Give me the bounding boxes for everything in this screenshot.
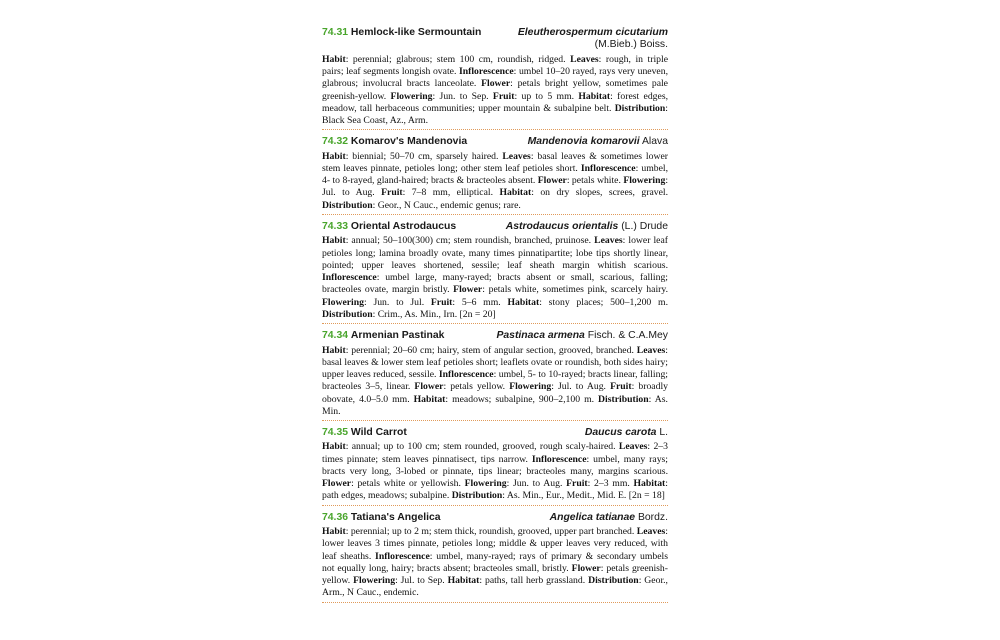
- field-text: : 2–3 mm.: [587, 478, 634, 490]
- field-label: Inflorescence: [531, 453, 587, 465]
- field-text: : rough, in triple pairs; leaf segments longish ovate.: [322, 53, 668, 78]
- field-text: : Crim., As. Min., Irn. [2n = 20]: [372, 308, 496, 320]
- field-label: Habit: [322, 441, 346, 453]
- field-text: : annual; 50–100(300) cm; stem roundish, branched, pruinose.: [345, 235, 595, 247]
- field-label: Fruit: [610, 381, 632, 393]
- field-text: : Black Sea Coast, Az., Arm.: [322, 102, 668, 127]
- authority: Bordz.: [637, 511, 668, 523]
- field-text: : 2–3 times pinnate; stem leaves pinnatisect, tips narrow.: [322, 441, 668, 465]
- field-label: Distribution: [322, 199, 373, 211]
- entry-divider: [322, 420, 668, 421]
- field-label: Habit: [322, 526, 346, 538]
- entry-divider: [322, 602, 668, 603]
- field-text: : petals yellow.: [443, 381, 510, 393]
- entry-header: [322, 427, 668, 439]
- field-text: : petals bright yellow, sometimes pale greenish-yellow.: [322, 78, 668, 102]
- entry-number: 74.32: [322, 136, 349, 148]
- field-label: Leaves: [636, 344, 666, 356]
- field-label: Habitat: [507, 296, 540, 308]
- field-text: : Jul. to Sep.: [395, 575, 448, 587]
- entry-description: [322, 151, 668, 212]
- field-label: Flower: [453, 284, 483, 296]
- species-page: [322, 27, 668, 609]
- entry-divider: [322, 129, 668, 130]
- field-label: Flowering: [464, 478, 507, 490]
- field-text: : perennial; up to 2 m; stem thick, roundish, grooved, upper part branched.: [345, 526, 637, 538]
- entry-header: [322, 221, 668, 233]
- field-text: : Jun. to Aug.: [506, 478, 567, 490]
- field-text: : meadows; subalpine, 900–2,100 m.: [445, 393, 599, 405]
- field-text: : petals white, sometimes pink, scarcely hairy.: [482, 284, 668, 296]
- field-text: : As. Min.: [322, 393, 668, 417]
- entry-description: [322, 54, 668, 128]
- field-label: Habitat: [578, 90, 611, 102]
- field-label: Flower: [322, 478, 352, 490]
- field-label: Fruit: [381, 187, 403, 199]
- field-text: : lower leaf petioles long; lamina broadly ovate, many times pinnatipartite; lobe tips shortly linear, pointed; upper leaves shortened, sessile; leaf sheath margin whitish scarious.: [322, 235, 669, 271]
- field-label: Flower: [537, 175, 567, 187]
- field-text: : Jun. to Sep.: [432, 90, 493, 102]
- field-text: : As. Min., Eur., Medit., Mid. E. [2n = 18]: [502, 490, 665, 502]
- entry-divider: [322, 505, 668, 506]
- field-label: Habitat: [447, 575, 480, 587]
- entry-header: [322, 27, 668, 52]
- field-text: : stony places; 500–1,200 m.: [539, 296, 668, 308]
- species-entry: [322, 330, 668, 421]
- entry-title: [322, 221, 456, 233]
- authority: Alava: [642, 136, 668, 148]
- field-text: : path edges, meadows; subalpine.: [322, 478, 668, 502]
- species-entry: [322, 512, 668, 603]
- field-label: Fruit: [566, 478, 588, 490]
- field-text: : annual; up to 100 cm; stem rounded, grooved, rough scaly-haired.: [345, 441, 619, 453]
- field-text: : Geor., Arm., N Cauc., endemic.: [322, 575, 668, 599]
- scientific-name-block: [481, 27, 668, 52]
- species-entry: [322, 136, 668, 215]
- entry-title: [322, 427, 407, 439]
- common-name: Hemlock-like Sermountain: [350, 27, 482, 38]
- field-text: : broadly obovate, 4.0–5.0 mm.: [322, 381, 668, 405]
- field-text: : umbel, many-rayed; rays of primary & secondary umbels not equally long, hairy; bracts absent; bracteoles small, bristly.: [322, 550, 668, 574]
- field-label: Leaves: [502, 150, 531, 162]
- field-text: : umbel, 5- to 10-rayed; bracts linear, falling; bracteoles 3–5, linear.: [322, 369, 668, 393]
- field-label: Flower: [481, 78, 511, 90]
- field-text: : Geor., N Cauc., endemic genus; rare.: [372, 199, 521, 211]
- entry-title: [322, 330, 444, 342]
- field-label: Inflorescence: [458, 66, 514, 78]
- field-text: : basal leaves & lower stem leaf petioles short; leaflets ovate or roundish, both sides hairy; upper leaves reduced, sessile.: [322, 344, 668, 381]
- scientific-name-block: [496, 330, 668, 342]
- field-text: : on dry slopes, screes, gravel.: [531, 187, 669, 199]
- field-label: Habitat: [413, 393, 446, 405]
- field-label: Distribution: [588, 575, 639, 587]
- scientific-name-block: [585, 427, 668, 439]
- field-text: : perennial; 20–60 cm; hairy, stem of angular section, grooved, branched.: [345, 344, 637, 356]
- field-text: : petals greenish-yellow.: [322, 562, 668, 587]
- field-label: Fruit: [430, 296, 453, 308]
- scientific-name: Daucus carota: [584, 427, 657, 439]
- field-text: : 5–6 mm.: [452, 296, 508, 308]
- common-name: Wild Carrot: [350, 427, 407, 439]
- field-label: Habitat: [499, 187, 532, 199]
- entry-number: 74.35: [322, 427, 349, 439]
- field-text: : umbel 10–20 rayed, rays very uneven, glabrous; involucral bracts lanceolate.: [322, 66, 669, 90]
- field-label: Flowering: [390, 90, 433, 102]
- field-text: : biennial; 50–70 cm, sparsely haired.: [345, 150, 503, 162]
- field-label: Distribution: [614, 102, 666, 114]
- entry-title: [322, 27, 481, 39]
- species-entry: [322, 221, 668, 324]
- common-name: Komarov's Mandenovia: [350, 136, 468, 148]
- field-label: Flowering: [509, 381, 552, 393]
- field-text: : Jul. to Aug.: [322, 175, 669, 199]
- field-label: Distribution: [451, 490, 503, 502]
- authority: Fisch. & C.A.Mey: [587, 330, 668, 342]
- field-text: : 7–8 mm, elliptical.: [402, 187, 500, 199]
- field-text: : petals white.: [566, 175, 624, 187]
- entry-description: [322, 345, 668, 419]
- field-label: Habit: [322, 344, 346, 356]
- species-entry: [322, 27, 668, 130]
- authority: (M.Bieb.) Boiss.: [594, 39, 668, 51]
- field-text: : lower leaves 3 times pinnate, petioles long; middle & upper leaves very reduced, with leaf sheaths.: [322, 526, 668, 562]
- field-text: : umbel, many rays; bracts very long, 3-lobed or pinnate, tips linear; bracteoles many, margins scarious.: [322, 453, 669, 477]
- field-label: Leaves: [636, 526, 666, 538]
- common-name: Tatiana's Angelica: [350, 511, 441, 523]
- scientific-name: Eleutherospermum cicutarium: [517, 27, 668, 38]
- field-label: Flowering: [353, 575, 396, 587]
- field-text: : up to 5 mm.: [514, 90, 579, 102]
- field-label: Flowering: [623, 175, 666, 187]
- entry-number: 74.36: [322, 511, 349, 523]
- entry-divider: [322, 214, 668, 215]
- field-label: Inflorescence: [438, 369, 494, 381]
- entry-number: 74.34: [322, 330, 349, 342]
- entry-header: [322, 512, 668, 524]
- field-label: Distribution: [598, 393, 649, 405]
- field-text: : petals white or yellowish.: [351, 478, 465, 490]
- field-label: Habitat: [633, 478, 666, 490]
- field-label: Leaves: [618, 441, 648, 453]
- entry-description: [322, 526, 668, 600]
- scientific-name-block: [550, 512, 668, 524]
- entry-description: [322, 441, 668, 502]
- authority: (L.) Drude: [621, 220, 668, 232]
- field-label: Fruit: [492, 90, 515, 102]
- entry-description: [322, 235, 668, 321]
- field-text: : perennial; glabrous; stem 100 cm, roundish, ridged.: [345, 53, 571, 65]
- field-text: : Jun. to Jul.: [363, 296, 431, 308]
- entry-header: [322, 136, 668, 148]
- field-label: Leaves: [594, 235, 623, 247]
- field-text: : umbel, 4- to 8-rayed, gland-haired; bracts & bracteoles absent.: [322, 162, 668, 187]
- scientific-name-block: [528, 136, 668, 148]
- field-label: Flower: [414, 381, 444, 393]
- entry-number: 74.31: [322, 27, 349, 38]
- field-label: Habit: [322, 235, 346, 247]
- field-label: Inflorescence: [580, 162, 636, 174]
- field-label: Inflorescence: [322, 272, 377, 284]
- field-label: Habit: [322, 150, 346, 162]
- scientific-name: Astrodaucus orientalis: [505, 220, 619, 232]
- entry-header: [322, 330, 668, 342]
- entry-number: 74.33: [322, 220, 349, 232]
- field-text: : umbel large, many-rayed; bracts absent or small, scarious, falling; bracteoles ovate, margin bristly.: [322, 272, 668, 296]
- field-text: : paths, tall herb grassland.: [479, 575, 589, 587]
- field-text: : forest edges, meadow, tall herbaceous communities; upper mountain & subalpine belt.: [322, 90, 669, 114]
- authority: L.: [659, 427, 668, 439]
- scientific-name-block: [506, 221, 668, 233]
- common-name: Oriental Astrodaucus: [350, 220, 457, 232]
- field-label: Habit: [322, 53, 346, 65]
- scientific-name: Angelica tatianae: [549, 511, 636, 523]
- field-label: Flower: [571, 562, 601, 574]
- field-label: Flowering: [322, 296, 364, 308]
- field-label: Leaves: [570, 53, 599, 65]
- entry-title: [322, 512, 441, 524]
- field-label: Inflorescence: [375, 550, 430, 562]
- common-name: Armenian Pastinak: [350, 330, 445, 342]
- field-label: Distribution: [322, 308, 373, 320]
- field-text: : basal leaves & sometimes lower stem leaves pinnate, petioles long; other stem leaf petioles short.: [322, 150, 668, 174]
- entry-divider: [322, 323, 668, 324]
- field-text: : Jul. to Aug.: [551, 381, 611, 393]
- species-entry: [322, 427, 668, 506]
- scientific-name: Mandenovia komarovii: [527, 136, 640, 148]
- scientific-name: Pastinaca armena: [496, 330, 585, 342]
- entry-title: [322, 136, 467, 148]
